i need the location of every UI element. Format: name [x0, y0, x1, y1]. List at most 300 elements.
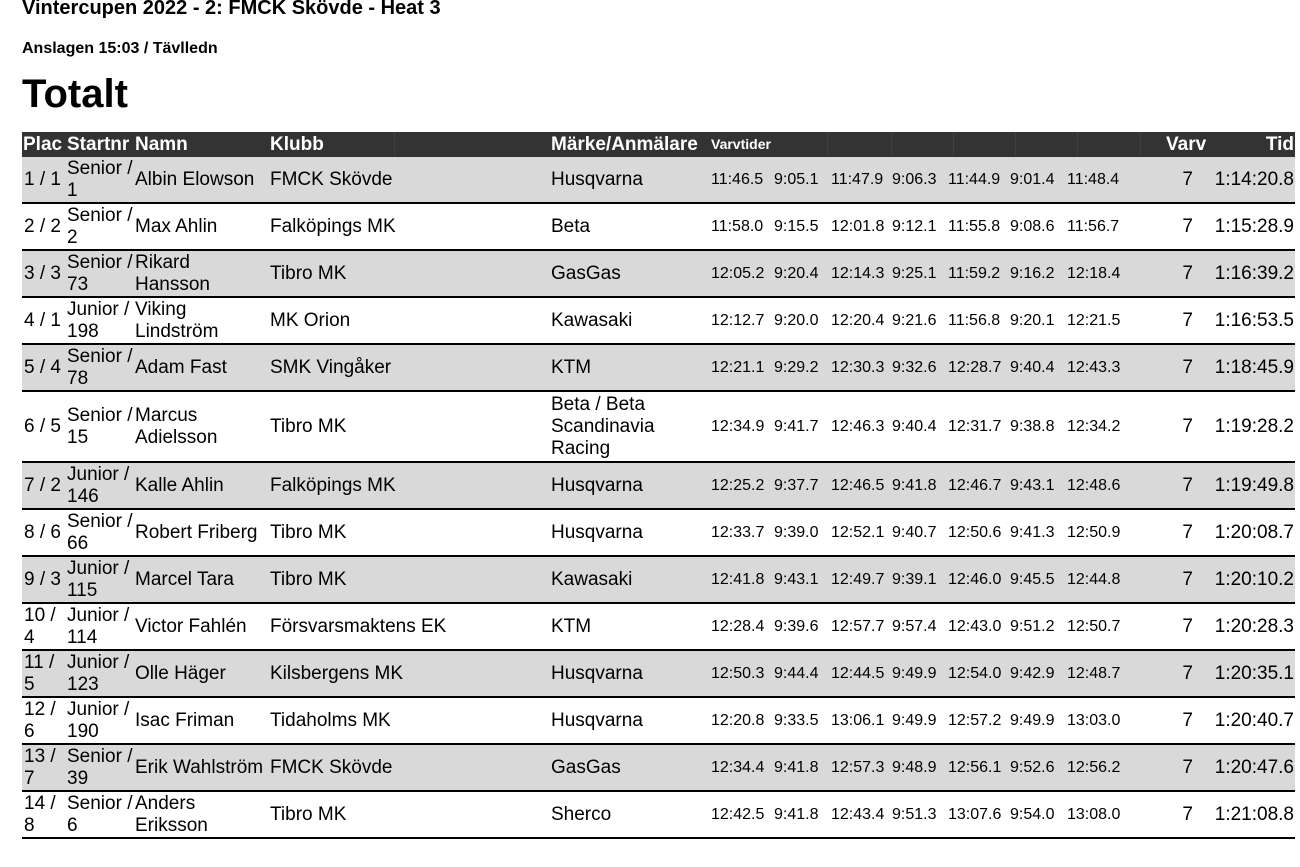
rider-name-cell	[135, 651, 269, 696]
laps-count-cell-text: 7	[1182, 262, 1193, 284]
lap-time-cell	[1067, 157, 1119, 202]
lap-time-cell-text: 12:41.8	[711, 570, 765, 588]
table-row	[22, 745, 1295, 792]
header-divider	[891, 132, 892, 157]
lap-time-cell-text: 12:50.3	[711, 664, 765, 682]
total-time-cell-text: 1:19:28.2	[1214, 415, 1294, 437]
start-number-cell	[67, 792, 135, 837]
laps-count-cell-text: 7	[1182, 521, 1193, 543]
lap-time-cell	[948, 392, 1001, 461]
placing-cell	[24, 651, 67, 696]
lap-time-cell	[831, 557, 884, 602]
lap-time-cell	[1010, 745, 1054, 790]
laps-count-cell	[1162, 651, 1193, 696]
club-cell-text: Tibro MK	[270, 803, 347, 825]
lap-time-cell	[892, 792, 936, 837]
total-time-cell	[1197, 157, 1294, 202]
lap-time-cell-text: 11:48.4	[1067, 170, 1120, 188]
start-number-cell	[67, 604, 135, 649]
start-number-cell	[67, 651, 135, 696]
club-cell	[270, 557, 550, 602]
start-number-cell-text: Senior / 1	[67, 157, 133, 201]
club-cell	[270, 392, 550, 461]
lap-time-cell	[948, 345, 1001, 390]
lap-time-cell	[1010, 298, 1054, 343]
club-cell-text: Försvarsmaktens EK	[270, 615, 447, 637]
total-time-cell	[1197, 651, 1294, 696]
lap-time-cell-text: 12:18.4	[1067, 264, 1121, 282]
lap-time-cell-text: 13:08.0	[1067, 805, 1121, 823]
laps-count-cell-text: 7	[1182, 415, 1193, 437]
placing-cell	[24, 604, 67, 649]
placing-cell	[24, 745, 67, 790]
laps-count-cell-text: 7	[1182, 756, 1193, 778]
lap-time-cell-text: 12:31.7	[948, 417, 1002, 435]
total-time-cell	[1197, 510, 1294, 555]
club-cell-text: Tibro MK	[270, 521, 347, 543]
rider-name-cell	[135, 345, 269, 390]
lap-time-cell	[892, 510, 936, 555]
start-number-cell	[67, 204, 135, 249]
header-varvtider: Varvtider	[711, 136, 771, 152]
lap-time-cell	[1067, 604, 1120, 649]
lap-time-cell	[1010, 510, 1054, 555]
lap-time-cell-text: 12:28.7	[948, 358, 1002, 376]
placing-cell-text: 1 / 1	[24, 168, 61, 190]
table-body	[22, 157, 1295, 839]
club-cell	[270, 298, 550, 343]
lap-time-cell	[711, 651, 764, 696]
placing-cell	[24, 345, 67, 390]
lap-time-cell	[892, 204, 936, 249]
lap-time-cell	[892, 651, 936, 696]
lap-time-cell	[1067, 345, 1120, 390]
lap-time-cell-text: 9:33.5	[774, 711, 819, 729]
rider-name-cell-text: Robert Friberg	[135, 521, 258, 543]
brand-entrant-cell	[551, 792, 709, 837]
placing-cell-text: 5 / 4	[24, 356, 61, 378]
placing-cell	[24, 698, 67, 743]
placing-cell-text: 8 / 6	[24, 521, 61, 543]
lap-time-cell-text: 9:16.2	[1010, 264, 1055, 282]
lap-time-cell	[1010, 651, 1054, 696]
laps-count-cell-text: 7	[1182, 168, 1193, 190]
total-time-cell	[1197, 698, 1294, 743]
lap-time-cell-text: 12:48.6	[1067, 476, 1121, 494]
lap-time-cell-text: 12:50.6	[948, 523, 1002, 541]
lap-time-cell-text: 12:43.0	[948, 617, 1002, 635]
lap-time-cell-text: 9:08.6	[1010, 217, 1055, 235]
placing-cell-text: 10 / 4	[24, 604, 56, 648]
lap-time-cell-text: 12:48.7	[1067, 664, 1121, 682]
laps-count-cell-text: 7	[1182, 803, 1193, 825]
brand-entrant-cell-text: KTM	[551, 356, 592, 378]
laps-count-cell	[1162, 345, 1193, 390]
posted-info: Anslagen 15:03 / Tävlledn	[22, 40, 218, 57]
header-startnr: Startnr	[67, 134, 130, 155]
results-table	[22, 132, 1295, 839]
section-title: Totalt	[22, 72, 128, 116]
club-cell-text: Kilsbergens MK	[270, 662, 404, 684]
laps-count-cell	[1162, 792, 1193, 837]
club-cell	[270, 604, 550, 649]
lap-time-cell	[1010, 463, 1054, 508]
lap-time-cell-text: 11:56.7	[1067, 217, 1120, 235]
lap-time-cell-text: 9:41.3	[1010, 523, 1055, 541]
rider-name-cell	[135, 745, 269, 790]
lap-time-cell-text: 12:14.3	[831, 264, 885, 282]
laps-count-cell	[1162, 463, 1193, 508]
placing-cell	[24, 463, 67, 508]
lap-time-cell	[774, 792, 818, 837]
header-tid: Tid	[1265, 134, 1294, 155]
brand-entrant-cell-text: KTM	[551, 615, 592, 637]
total-time-cell-text: 1:14:20.8	[1214, 168, 1294, 190]
lap-time-cell-text: 9:49.9	[892, 664, 937, 682]
rider-name-cell	[135, 557, 269, 602]
laps-count-cell-text: 7	[1182, 356, 1193, 378]
start-number-cell-text: Junior / 115	[67, 557, 130, 601]
start-number-cell-text: Senior / 66	[67, 510, 133, 554]
brand-entrant-cell	[551, 604, 709, 649]
club-cell	[270, 251, 550, 296]
club-cell-text: Falköpings MK	[270, 474, 396, 496]
lap-time-cell	[1010, 392, 1054, 461]
rider-name-cell	[135, 792, 269, 837]
lap-time-cell-text: 12:46.7	[948, 476, 1002, 494]
lap-time-cell-text: 9:40.4	[1010, 358, 1055, 376]
table-row	[22, 157, 1295, 204]
lap-time-cell-text: 12:20.4	[831, 311, 885, 329]
lap-time-cell-text: 9:49.9	[1010, 711, 1055, 729]
lap-time-cell	[892, 392, 936, 461]
lap-time-cell	[892, 604, 936, 649]
lap-time-cell-text: 12:57.3	[831, 758, 885, 776]
total-time-cell-text: 1:20:08.7	[1214, 521, 1294, 543]
lap-time-cell-text: 11:59.2	[948, 264, 1001, 282]
lap-time-cell	[774, 698, 818, 743]
start-number-cell	[67, 745, 135, 790]
start-number-cell	[67, 157, 135, 202]
start-number-cell-text: Senior / 15	[67, 404, 133, 448]
club-cell	[270, 698, 550, 743]
lap-time-cell-text: 12:01.8	[831, 217, 885, 235]
club-cell	[270, 745, 550, 790]
start-number-cell	[67, 392, 135, 461]
lap-time-cell	[1067, 251, 1120, 296]
lap-time-cell	[948, 698, 1001, 743]
lap-time-cell	[948, 510, 1001, 555]
header-divider	[1015, 132, 1016, 157]
brand-entrant-cell-text: Husqvarna	[551, 474, 643, 496]
club-cell-text: FMCK Skövde	[270, 168, 393, 190]
start-number-cell-text: Junior / 123	[67, 651, 130, 695]
laps-count-cell	[1162, 298, 1193, 343]
placing-cell	[24, 392, 67, 461]
rider-name-cell	[135, 510, 269, 555]
table-row	[22, 510, 1295, 557]
placing-cell	[24, 792, 67, 837]
lap-time-cell-text: 11:56.8	[948, 311, 1001, 329]
brand-entrant-cell	[551, 651, 709, 696]
lap-time-cell	[1067, 204, 1119, 249]
start-number-cell-text: Junior / 190	[67, 698, 130, 742]
brand-entrant-cell-text: Beta / Beta Scandinavia Racing	[551, 393, 655, 459]
rider-name-cell-text: Olle Häger	[135, 662, 226, 684]
lap-time-cell-text: 9:39.6	[774, 617, 819, 635]
rider-name-cell-text: Erik Wahlström	[135, 756, 264, 778]
brand-entrant-cell-text: Beta	[551, 215, 591, 237]
lap-time-cell	[831, 745, 884, 790]
lap-time-cell-text: 9:54.0	[1010, 805, 1055, 823]
placing-cell	[24, 510, 67, 555]
total-time-cell	[1197, 204, 1294, 249]
brand-entrant-cell	[551, 557, 709, 602]
table-header	[22, 132, 1295, 157]
laps-count-cell	[1162, 557, 1193, 602]
brand-entrant-cell-text: Husqvarna	[551, 709, 643, 731]
laps-count-cell	[1162, 604, 1193, 649]
placing-cell-text: 14 / 8	[24, 792, 56, 836]
header-divider	[953, 132, 954, 157]
lap-time-cell	[711, 745, 764, 790]
lap-time-cell	[948, 298, 1000, 343]
rider-name-cell-text: Adam Fast	[135, 356, 227, 378]
lap-time-cell	[948, 204, 1000, 249]
lap-time-cell	[711, 510, 764, 555]
lap-time-cell-text: 9:06.3	[892, 170, 937, 188]
rider-name-cell-text: Viking Lindström	[135, 298, 219, 342]
lap-time-cell	[774, 557, 818, 602]
header-marke: Märke/Anmälare	[551, 134, 698, 155]
brand-entrant-cell-text: Kawasaki	[551, 309, 633, 331]
table-row	[22, 604, 1295, 651]
lap-time-cell-text: 12:46.5	[831, 476, 885, 494]
lap-time-cell-text: 12:54.0	[948, 664, 1002, 682]
lap-time-cell-text: 9:40.7	[892, 523, 937, 541]
table-row	[22, 463, 1295, 510]
lap-time-cell-text: 9:51.2	[1010, 617, 1055, 635]
lap-time-cell	[1010, 604, 1054, 649]
lap-time-cell	[892, 251, 936, 296]
total-time-cell	[1197, 345, 1294, 390]
laps-count-cell	[1162, 204, 1193, 249]
placing-cell	[24, 204, 67, 249]
lap-time-cell-text: 12:57.2	[948, 711, 1002, 729]
lap-time-cell-text: 12:50.7	[1067, 617, 1121, 635]
lap-time-cell	[1067, 651, 1120, 696]
lap-time-cell-text: 12:25.2	[711, 476, 765, 494]
header-divider	[1140, 132, 1141, 157]
lap-time-cell	[711, 298, 764, 343]
lap-time-cell	[831, 651, 884, 696]
club-cell-text: Tidaholms MK	[270, 709, 391, 731]
lap-time-cell	[892, 698, 936, 743]
lap-time-cell	[1010, 345, 1054, 390]
lap-time-cell-text: 13:06.1	[831, 711, 885, 729]
table-row	[22, 698, 1295, 745]
club-cell	[270, 204, 550, 249]
total-time-cell	[1197, 604, 1294, 649]
lap-time-cell-text: 12:44.8	[1067, 570, 1121, 588]
lap-time-cell-text: 9:41.7	[774, 417, 819, 435]
lap-time-cell	[1010, 157, 1054, 202]
laps-count-cell	[1162, 510, 1193, 555]
lap-time-cell	[892, 298, 936, 343]
table-row	[22, 251, 1295, 298]
header-namn: Namn	[135, 134, 188, 155]
lap-time-cell	[892, 557, 936, 602]
brand-entrant-cell	[551, 251, 709, 296]
header-plac: Plac	[23, 134, 63, 155]
lap-time-cell	[948, 792, 1001, 837]
start-number-cell-text: Senior / 73	[67, 251, 133, 295]
placing-cell	[24, 251, 67, 296]
laps-count-cell-text: 7	[1182, 709, 1193, 731]
brand-entrant-cell-text: Husqvarna	[551, 521, 643, 543]
lap-time-cell	[831, 604, 884, 649]
total-time-cell-text: 1:21:08.8	[1214, 803, 1294, 825]
lap-time-cell-text: 12:50.9	[1067, 523, 1121, 541]
lap-time-cell-text: 12:44.5	[831, 664, 885, 682]
brand-entrant-cell-text: GasGas	[551, 262, 621, 284]
lap-time-cell	[948, 557, 1001, 602]
club-cell-text: MK Orion	[270, 309, 351, 331]
lap-time-cell-text: 12:30.3	[831, 358, 885, 376]
lap-time-cell	[1067, 463, 1120, 508]
lap-time-cell	[711, 604, 764, 649]
lap-time-cell-text: 9:45.5	[1010, 570, 1055, 588]
header-divider	[827, 132, 828, 157]
laps-count-cell	[1162, 392, 1193, 461]
start-number-cell-text: Senior / 78	[67, 345, 133, 389]
total-time-cell	[1197, 557, 1294, 602]
lap-time-cell-text: 9:39.1	[892, 570, 937, 588]
header-divider	[1077, 132, 1078, 157]
lap-time-cell	[774, 604, 818, 649]
placing-cell-text: 11 / 5	[24, 651, 55, 695]
lap-time-cell	[774, 204, 818, 249]
rider-name-cell-text: Albin Elowson	[135, 168, 255, 190]
brand-entrant-cell	[551, 345, 709, 390]
rider-name-cell-text: Rikard Hansson	[135, 251, 210, 295]
brand-entrant-cell-text: Husqvarna	[551, 168, 643, 190]
total-time-cell	[1197, 392, 1294, 461]
lap-time-cell	[711, 392, 764, 461]
lap-time-cell-text: 12:20.8	[711, 711, 765, 729]
lap-time-cell-text: 12:56.2	[1067, 758, 1121, 776]
lap-time-cell-text: 9:20.0	[774, 311, 819, 329]
lap-time-cell-text: 9:38.8	[1010, 417, 1055, 435]
brand-entrant-cell	[551, 204, 709, 249]
lap-time-cell	[1067, 298, 1120, 343]
lap-time-cell	[892, 345, 936, 390]
lap-time-cell-text: 13:03.0	[1067, 711, 1121, 729]
lap-time-cell-text: 9:48.9	[892, 758, 937, 776]
club-cell	[270, 651, 550, 696]
total-time-cell	[1197, 463, 1294, 508]
lap-time-cell	[711, 157, 763, 202]
brand-entrant-cell	[551, 298, 709, 343]
rider-name-cell	[135, 698, 269, 743]
lap-time-cell	[892, 157, 936, 202]
club-cell	[270, 345, 550, 390]
lap-time-cell	[1067, 392, 1120, 461]
lap-time-cell-text: 12:46.0	[948, 570, 1002, 588]
rider-name-cell	[135, 604, 269, 649]
table-row	[22, 204, 1295, 251]
rider-name-cell-text: Max Ahlin	[135, 215, 218, 237]
club-cell	[270, 792, 550, 837]
lap-time-cell	[1010, 204, 1054, 249]
total-time-cell	[1197, 792, 1294, 837]
lap-time-cell-text: 12:21.5	[1067, 311, 1121, 329]
start-number-cell	[67, 463, 135, 508]
lap-time-cell-text: 12:34.9	[711, 417, 765, 435]
lap-time-cell	[948, 745, 1001, 790]
brand-entrant-cell	[551, 463, 709, 508]
lap-time-cell-text: 9:12.1	[892, 217, 937, 235]
brand-entrant-cell	[551, 157, 709, 202]
total-time-cell-text: 1:15:28.9	[1214, 215, 1294, 237]
lap-time-cell	[1067, 745, 1120, 790]
lap-time-cell-text: 11:58.0	[711, 217, 764, 235]
lap-time-cell	[831, 792, 884, 837]
laps-count-cell	[1162, 157, 1193, 202]
rider-name-cell	[135, 463, 269, 508]
laps-count-cell-text: 7	[1182, 568, 1193, 590]
total-time-cell	[1197, 298, 1294, 343]
lap-time-cell	[774, 157, 818, 202]
brand-entrant-cell-text: GasGas	[551, 756, 621, 778]
lap-time-cell	[1067, 557, 1120, 602]
placing-cell-text: 9 / 3	[24, 568, 61, 590]
laps-count-cell-text: 7	[1182, 615, 1193, 637]
laps-count-cell-text: 7	[1182, 662, 1193, 684]
start-number-cell	[67, 698, 135, 743]
lap-time-cell	[831, 510, 884, 555]
total-time-cell-text: 1:20:35.1	[1214, 662, 1294, 684]
lap-time-cell	[892, 463, 936, 508]
lap-time-cell-text: 12:33.7	[711, 523, 765, 541]
lap-time-cell-text: 12:34.2	[1067, 417, 1121, 435]
lap-time-cell	[948, 157, 1000, 202]
lap-time-cell-text: 9:05.1	[774, 170, 819, 188]
start-number-cell-text: Senior / 39	[67, 745, 133, 789]
laps-count-cell	[1162, 698, 1193, 743]
lap-time-cell-text: 9:49.9	[892, 711, 937, 729]
placing-cell-text: 6 / 5	[24, 415, 61, 437]
lap-time-cell	[711, 698, 764, 743]
rider-name-cell	[135, 251, 269, 296]
lap-time-cell	[1067, 792, 1120, 837]
table-row	[22, 792, 1295, 839]
lap-time-cell-text: 12:28.4	[711, 617, 765, 635]
total-time-cell-text: 1:20:47.6	[1214, 756, 1294, 778]
lap-time-cell-text: 9:43.1	[774, 570, 819, 588]
rider-name-cell-text: Marcel Tara	[135, 568, 234, 590]
rider-name-cell	[135, 298, 269, 343]
lap-time-cell	[774, 298, 818, 343]
lap-time-cell-text: 12:05.2	[711, 264, 765, 282]
lap-time-cell-text: 9:32.6	[892, 358, 937, 376]
lap-time-cell	[1067, 510, 1120, 555]
lap-time-cell	[1010, 698, 1054, 743]
total-time-cell-text: 1:19:49.8	[1214, 474, 1294, 496]
lap-time-cell	[711, 204, 763, 249]
start-number-cell-text: Junior / 146	[67, 463, 130, 507]
table-row	[22, 345, 1295, 392]
